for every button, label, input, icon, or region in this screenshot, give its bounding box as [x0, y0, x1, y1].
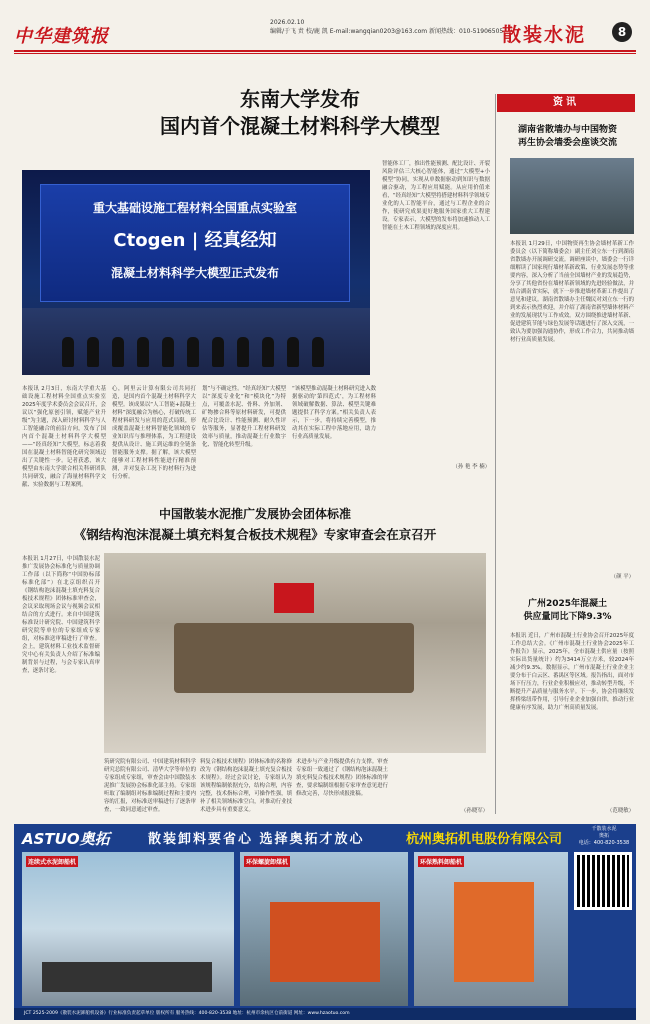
- lead-col3: 划”与不确定性。“经真经知”大模型以“深度专业化”和“模块化”为特点，可覆盖水泥、骨料、外加剂、矿物掺合料等原材料研发，可提供配合比设计、性能预测、耐久性评估等服务，显著提升工程材料研发效率与质量，推动混凝土行业数字化、智能化转型升级。: [202, 386, 286, 448]
- sidebar-story2-byline: （范晓敏）: [607, 808, 634, 814]
- second-headline: [20, 506, 490, 544]
- ad-panel-clinker-unloader: [414, 852, 568, 1006]
- sidebar-story1-title-line2: 再生协会墙委会座谈交流: [517, 138, 617, 148]
- lead-col4: 智能体工厂，推出性能预测、配比设计、开裂风险评估三大核心智能体，通过“大模型+小模型”协同，实现从单数据驱动到知识与数据融合驱动，为工程应用赋能。从应用价值来看，“经真经知”大模型将搭建材料科学领域专业化的人工智能平台，通过与工程企业的合作，使研究成果更好地服务国家重大工程建设。专家表示，大模型的发布将加速推动人工智能在土木工程领域的深度应用。: [382, 161, 490, 231]
- advertisement: [14, 824, 636, 1020]
- column-divider: [495, 94, 496, 814]
- ad-contact: [574, 826, 634, 847]
- lead-headline-line1: 东南大学发布: [240, 87, 360, 111]
- sidebar-meeting-photo: [510, 158, 634, 234]
- sidebar-story2-title-line2: 供应量同比下降9.3%: [523, 612, 612, 622]
- ad-footer: JCT 2525-2009《散装水泥卸船机设备》行业标准负责起草单位 版权所有 服务热线：400-820-3538 地址：杭州市余杭区仓前街道 网址：www.hzaotuo.com: [14, 1008, 636, 1020]
- second-byline: （孙晓军）: [461, 808, 488, 814]
- launch-photo: [22, 170, 370, 375]
- sidebar-story1-title: [500, 124, 635, 150]
- section-title: 散装水泥: [502, 24, 587, 46]
- sidebar-header: 资讯: [497, 94, 635, 112]
- hotline: 新闻热线：010-51906505: [429, 28, 504, 35]
- lead-headline-line2: 国内首个混凝土材料科学大模型: [160, 114, 440, 138]
- meeting-flags: [274, 583, 314, 613]
- second-headline-line1: 中国散装水泥推广发展协会团体标准: [158, 507, 351, 521]
- qr-code: [574, 852, 632, 910]
- stage-screen: [40, 184, 350, 302]
- ad-company: 杭州奥拓机电股份有限公司: [406, 832, 563, 847]
- lead-col5: “该模型推动混凝土材料研究进入数据驱动的‘第四范式’，为工程材料领域破解数据、算法、模型关键难题提供了科学方案。”相关负责人表示，下一步，将持续完善模型，推动其在实际工程中落地应用，助力行业高质量发展。: [292, 386, 376, 440]
- unloader-structure: [270, 902, 380, 982]
- stage-people: [22, 308, 370, 375]
- second-col4: 术进步与产业升级提供有力支撑。审查专家组一致通过了《钢结构泡沫混凝土填充料复合板技术规程》团体标准的审查，要求编制组根据专家审查意见进行修改完善，尽快形成报批稿。: [296, 759, 388, 797]
- header-rule: [14, 50, 636, 52]
- second-col1: 本报讯 1月27日，中国散装水泥推广发展协会标准化与质量协调工作部（以下简称“中国协标部标准化部”）在北京组织召开《钢结构泡沫混凝土填充料复合板技术规程》团体标准审查会，会议采取现场会议与视频会议相结合的方式进行。来自中国建筑标准设计研究院、中国建筑科学研究院等单位的专家组成专家组，对标准送审稿进行了审查。会上，建筑材料工业技术监督研究中心有关负责人介绍了标准编制背景与过程，与会专家认真审查，逐条讨论。: [22, 556, 100, 674]
- ad-panel-ship-unloader: [22, 852, 234, 1006]
- ad-contact-line2: 奥拓: [598, 833, 609, 839]
- lead-headline: [150, 86, 450, 140]
- ad-panel3-label: 环保熟料卸船机: [418, 856, 464, 867]
- second-headline-line2: 《钢结构泡沫混凝土填充料复合板技术规程》专家审查会在京召开: [73, 527, 437, 542]
- lead-byline: （孙 艳 李 楠）: [452, 464, 490, 470]
- lead-col1: 本报讯 2月3日，东南大学重大基础设施工程材料全国重点实验室2025年度学术委员会会议召开，会议以“强化原创引领，赋能产业升级”为主题，深入研讨材料科学与人工智能融合的前沿方向，发布了国内首个混凝土材料科学大模型——“经真经知”大模型，标志着我国在混凝土材料智能化研究领域迈出了关键性一步。记者获悉，该大模型由东南大学联合相关科研团队共同研发，融合了海量材料科学文献、实验数据与工程案例。: [22, 386, 106, 488]
- page-number: 8: [612, 22, 632, 42]
- sidebar-story1-text: 本报讯 1月29日，中国物资再生协会墙材革新工作委员会（以下简称墙委会）副主任刘立东一行到湖南省散墙办开展调研交流。调研座谈中，墙委会一行详细解读了国家现行墙材革新政策、行业发展态势等重要内容，深入分析了当前全国墙材产业的发展趋势，分享了其他省份在墙材革新领域的先进经验做法，并结合湖南省实际，就下一步推进墙材革新工作提出了意见和建议。湖南省散墙办主任魏民对刘立东一行的到来表示热烈欢迎，并介绍了湖南省新型墙体材料产业的发展现状与工作成效。双方围绕推进墙材革新、促进建筑节能与绿色发展等话题进行了深入交流，一致认为要加强沟通协作，形成工作合力，共同推动墙材行业高质量发展。: [510, 241, 634, 343]
- stage-line1: 重大基础设施工程材料全国重点实验室: [92, 201, 297, 215]
- ad-panel1-label: 连续式水泥卸船机: [26, 856, 78, 867]
- second-col3: 料复合板技术规程》团体标准的名称修改为《钢结构泡沫混凝土填充复合板技术规程》。经过会议讨论，专家组认为该规程编制依据充分，结构合理，内容完整，技术指标合理，可操作性强，填补了相关领域标准空白，对推动行业技术进步具有重要意义。: [200, 759, 292, 813]
- ad-panel-coal-unloader: [240, 852, 408, 1006]
- ad-panel2-label: 环保螺旋卸煤机: [244, 856, 290, 867]
- meeting-table: [174, 623, 414, 693]
- sidebar-story1-byline: （颜 平）: [610, 574, 634, 580]
- sidebar-story2-title: [500, 598, 635, 624]
- email: E-mail:wangqian0203@163.com: [329, 28, 428, 35]
- ad-logo: ASTUO奥拓: [22, 830, 110, 848]
- review-meeting-photo: [104, 553, 486, 753]
- issue-date: 2026.02.10: [270, 19, 305, 26]
- ad-contact-line1: 千散装水泥: [591, 826, 617, 832]
- sidebar-story2-text: 本报讯 近日，广州市混凝土行业协会召开2025年度工作总结大会。《广州市混凝土行业协会2025年工作报告》显示，2025年，全市混凝土供应量（按照实际出货量统计）约为3414万立方米，较2024年减少约9.3%。数据显示，广州市混凝土行业企业主要分布于白云区、番禺区等区域。报告指出，面对市场下行压力，行业企业积极应对，推动转型升级，不断提升产品质量与服务水平。下一步，协会将继续发挥桥梁纽带作用，引导行业企业加强自律，推动行业健康有序发展，助力广州高质量发展。: [510, 633, 634, 711]
- lead-col2: 心，阿里云计算有限公司共同打造，是国内首个混凝土材料科学大模型。该成果以“人工智能+混凝土材料”深度融合为核心，打破传统工程材料研发与应用的范式局限，形成覆盖混凝土材料智能化领域的专业知识库与推理体系，为工程建设提供从设计、施工到运维的全链条智能服务支撑。据了解，该大模型能够对工程材料性能进行精准预测，并对复杂工况下的材料行为进行分析。: [112, 386, 196, 480]
- masthead-meta: [270, 18, 503, 36]
- second-col2: 筑研究院有限公司、中国建筑材料科学研究总院有限公司、清华大学等单位的专家组成专家组，审查会由中国散装水泥推广发展协会标准化部主持。专家组听取了编制组对标准编制过程和主要内容的汇报，对标准送审稿进行了逐条审查，一致同意通过审查。: [104, 759, 196, 813]
- ad-contact-line3: 电话：400-820-3538: [578, 840, 630, 846]
- stage-line2: Ctogen | 经真经知: [113, 230, 277, 251]
- editors: 编辑/于飞 责 校/鹿 凯: [270, 28, 328, 35]
- stage-line3: 混凝土材料科学大模型正式发布: [110, 266, 279, 280]
- sidebar-story1-title-line1: 湖南省散墙办与中国物资: [517, 125, 617, 135]
- header-rule-thin: [14, 53, 636, 54]
- ad-slogan: 散装卸料要省心 选择奥拓才放心: [148, 832, 365, 847]
- crane-structure: [454, 882, 534, 982]
- paper-logo: 中华建筑报: [14, 26, 109, 47]
- ship-hull: [42, 962, 212, 992]
- sidebar-story2-title-line1: 广州2025年混凝土: [527, 599, 608, 609]
